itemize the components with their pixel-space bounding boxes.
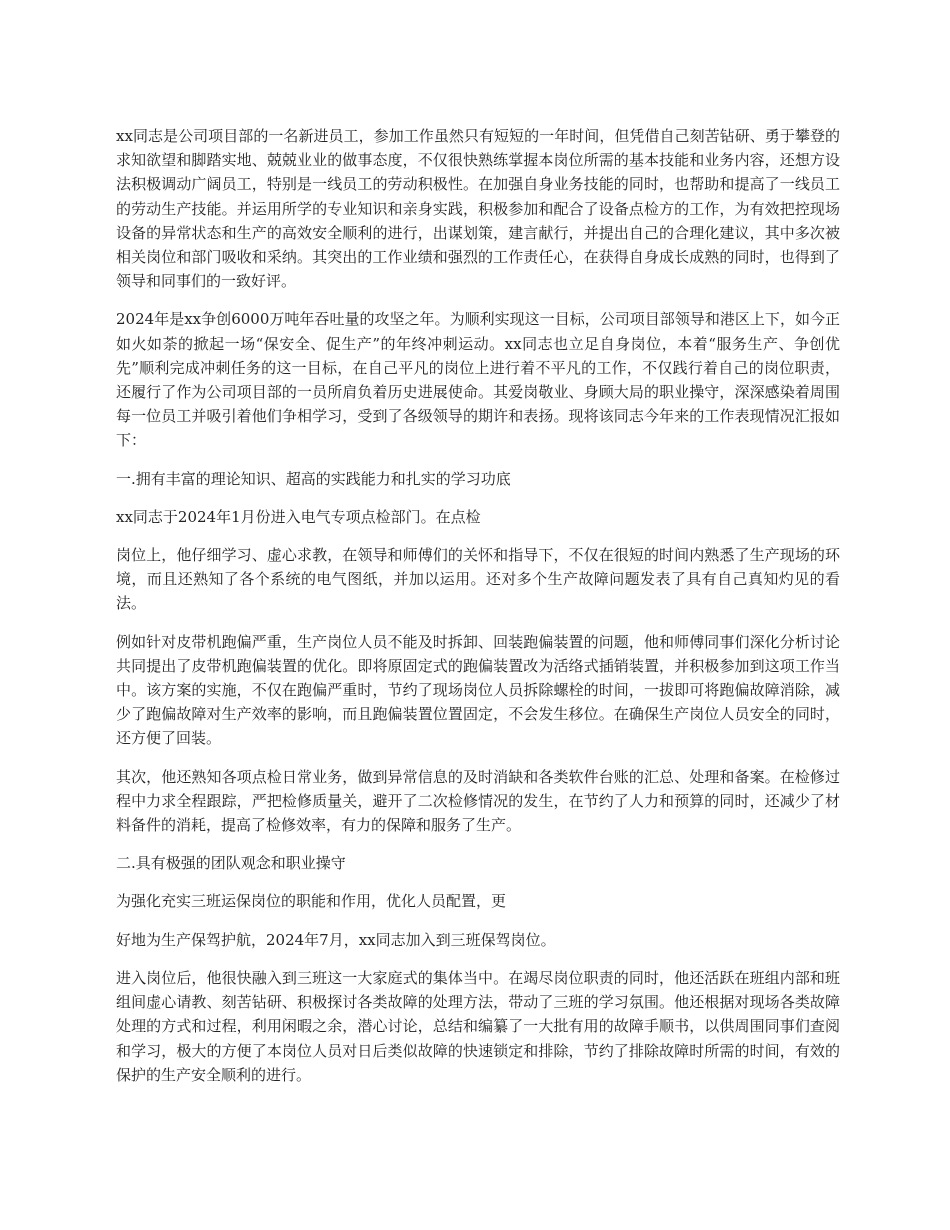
paragraph-daily-work: 其次，他还熟知各项点检日常业务，做到异常信息的及时消缺和各类软件台账的汇总、处理和备案。在检修过程中力求全程跟踪，严把检修质量关，避开了二次检修情况的发生，在节约了人力和预算的同时，还减少了材料备件的消耗，提高了检修效率，有力的保障和服务了生产。 bbox=[116, 767, 840, 835]
document-body bbox=[116, 124, 840, 1101]
paragraph-joined-team: 好地为生产保驾护航，2024年7月，xx同志加入到三班保驾岗位。 bbox=[116, 930, 556, 949]
paragraph-background: 2024年是xx争创6000万吨年吞吐量的攻坚之年。为顺利实现这一目标，公司项目部领导和港区上下，如今正如火如荼的掀起一场“保安全、促生产”的年终冲刺运动。xx同志也立足自身岗位，本着“服务生产、争创优先”顺利完成冲刺任务的这一目标，在自己平凡的岗位上进行着不平凡的工作，不仅践行着自己的岗位职责，还履行了作为公司项目部的一员所肩负着历史进展使命。其爱岗敬业、身顾大局的职业操守，深深感染着周围每一位员工并吸引着他们争相学习，受到了各级领导的期许和表扬。现将该同志今年来的工作表现情况汇报如下： bbox=[116, 310, 840, 450]
section-heading-2: 二.具有极强的团队观念和职业操守 bbox=[116, 854, 346, 873]
paragraph-example: 例如针对皮带机跑偏严重，生产岗位人员不能及时拆卸、回装跑偏装置的问题，他和师傅同事们深化分析讨论共同提出了皮带机跑偏装置的优化。即将原固定式的跑偏装置改为活络式插销装置，并积极参加到这项工作当中。该方案的实施，不仅在跑偏严重时，节约了现场岗位人员拆除螺栓的时间，一拔即可将跑偏故障消除，减少了跑偏故障对生产效率的影响，而且跑偏装置位置固定，不会发生移位。在确保生产岗位人员安全的同时，还方便了回装。 bbox=[116, 632, 840, 748]
paragraph-team-intro: 为强化充实三班运保岗位的职能和作用，优化人员配置，更 bbox=[116, 892, 507, 911]
paragraph-learning: 岗位上，他仔细学习、虚心求教，在领导和师傅们的关怀和指导下，不仅在很短的时间内熟悉了生产现场的环境，而且还熟知了各个系统的电气图纸，并加以运用。还对多个生产故障问题发表了具有自己真知灼见的看法。 bbox=[116, 546, 840, 613]
section-heading-1: 一.拥有丰富的理论知识、超高的实践能力和扎实的学习功底 bbox=[116, 469, 511, 488]
paragraph-intro: xx同志是公司项目部的一名新进员工，参加工作虽然只有短短的一年时间，但凭借自己刻苦钻研、勇于攀登的求知欲望和脚踏实地、兢兢业业的做事态度，不仅很快熟练掌握本岗位所需的基本技能和业务内容，还想方设法积极调动广阔员工，特别是一线员工的劳动积极性。在加强自身业务技能的同时，也帮助和提高了一线员工的劳动生产技能。并运用所学的专业知识和亲身实践，积极参加和配合了设备点检方的工作，为有效把控现场设备的异常状态和生产的高效安全顺利的进行，出谋划策，建言献行，并提出自己的合理化建议，其中多次被相关岗位和部门吸收和采纳。其突出的工作业绩和强烈的工作责任心，在获得自身成长成熟的同时，也得到了领导和同事们的一致好评。 bbox=[116, 127, 840, 291]
paragraph-joined-department: xx同志于2024年1月份进入电气专项点检部门。在点检 bbox=[116, 507, 481, 526]
paragraph-team-work: 进入岗位后，他很快融入到三班这一大家庭式的集体当中。在竭尽岗位职责的同时，他还活跃在班组内部和班组间虚心请教、刻苦钻研、积极探讨各类故障的处理方法，带动了三班的学习氛围。他还根据对现场各类故障处理的方式和过程，利用闲暇之余，潜心讨论，总结和编纂了一大批有用的故障手顺书，以供周围同事们查阅和学习，极大的方便了本岗位人员对日后类似故障的快速锁定和排除，节约了排除故障时所需的时间，有效的保护的生产安全顺利的进行。 bbox=[116, 968, 840, 1084]
